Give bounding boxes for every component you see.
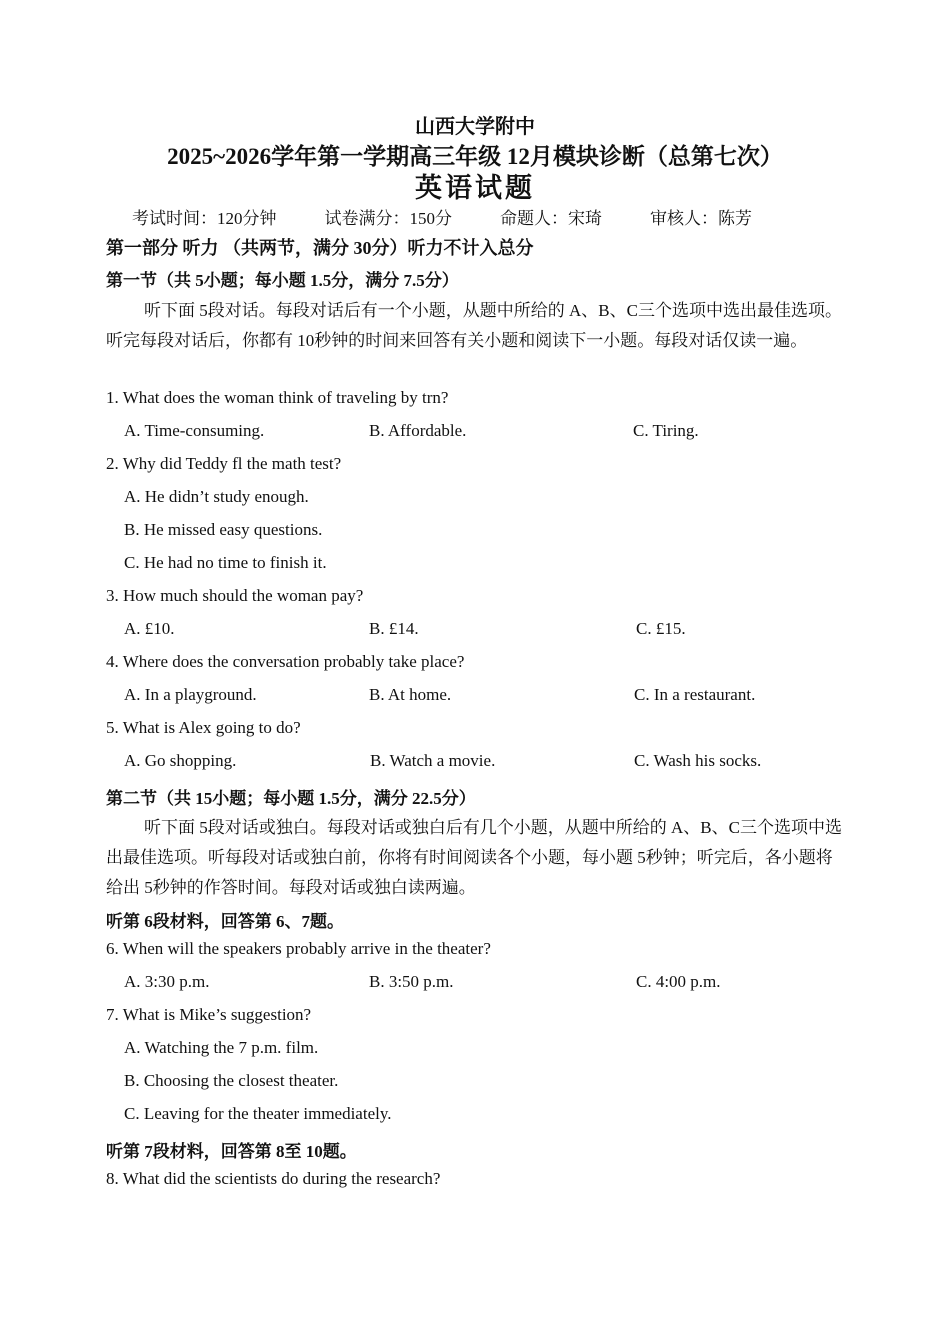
exam-total-score: 试卷满分：150分 xyxy=(324,209,452,228)
exam-title: 2025~2026学年第一学期高三年级 12月模块诊断（总第七次） xyxy=(167,144,783,169)
question-3-stem: 3. How much should the woman pay? xyxy=(106,586,364,605)
section2-instructions: 听下面 5段对话或独白。每段对话或独白后有几个小题，从题中所给的 A、B、C三个选项中选出最佳选项。听每段对话或独白前，你将有时间阅读各个小题，每小题 5秒钟；听完后，各小题将给出 5秒钟的作答时间。每段对话或独白读两遍。 xyxy=(106,818,842,897)
question-1-option-b: B. Affordable. xyxy=(369,421,467,440)
question-1-option-c: C. Tiring. xyxy=(633,421,699,440)
question-6-stem: 6. When will the speakers probably arrive in the theater? xyxy=(106,939,491,958)
question-5-option-c: C. Wash his socks. xyxy=(634,751,762,770)
subject-title: 英语试题 xyxy=(415,173,535,203)
question-7-option-b: B. Choosing the closest theater. xyxy=(124,1071,339,1090)
section2-title: 第二节（共 15小题；每小题 1.5分，满分 22.5分） xyxy=(106,789,476,808)
question-1-stem: 1. What does the woman think of traveling by trn? xyxy=(106,388,449,407)
question-3-option-a: A. £10. xyxy=(124,619,175,638)
question-5-option-a: A. Go shopping. xyxy=(124,751,237,770)
question-3-option-b: B. £14. xyxy=(369,619,419,638)
exam-reviewer: 审核人：陈芳 xyxy=(650,209,752,228)
material-6-heading: 听第 6段材料，回答第 6、7题。 xyxy=(106,912,344,931)
question-7-option-a: A. Watching the 7 p.m. film. xyxy=(124,1038,319,1057)
part1-title: 第一部分 听力 （共两节，满分 30分）听力不计入总分 xyxy=(106,238,534,258)
question-7-stem: 7. What is Mike’s suggestion? xyxy=(106,1005,312,1024)
question-2-option-a: A. He didn’t study enough. xyxy=(124,487,309,506)
question-4-option-b: B. At home. xyxy=(369,685,452,704)
question-7-option-c: C. Leaving for the theater immediately. xyxy=(124,1104,392,1123)
section1-instructions: 听下面 5段对话。每段对话后有一个小题，从题中所给的 A、B、C三个选项中选出最佳选项。听完每段对话后，你都有 10秒钟的时间来回答有关小题和阅读下一小题。每段对话仅读一遍。 xyxy=(106,301,842,350)
question-2-option-b: B. He missed easy questions. xyxy=(124,520,323,539)
question-6-option-c: C. 4:00 p.m. xyxy=(636,972,721,991)
exam-meta xyxy=(132,204,752,229)
material-7-heading: 听第 7段材料，回答第 8至 10题。 xyxy=(106,1142,357,1161)
question-3-option-c: C. £15. xyxy=(636,619,686,638)
question-6-option-b: B. 3:50 p.m. xyxy=(369,972,454,991)
question-8-stem: 8. What did the scientists do during the research? xyxy=(106,1169,441,1188)
question-2-stem: 2. Why did Teddy fl the math test? xyxy=(106,454,342,473)
question-4-option-c: C. In a restaurant. xyxy=(634,685,756,704)
question-1-option-a: A. Time-consuming. xyxy=(124,421,265,440)
question-2-option-c: C. He had no time to finish it. xyxy=(124,553,327,572)
question-4-option-a: A. In a playground. xyxy=(124,685,257,704)
exam-author: 命题人：宋琦 xyxy=(500,209,602,228)
school-name: 山西大学附中 xyxy=(415,116,535,138)
question-5-option-b: B. Watch a movie. xyxy=(370,751,496,770)
question-5-stem: 5. What is Alex going to do? xyxy=(106,718,301,737)
question-6-option-a: A. 3:30 p.m. xyxy=(124,972,210,991)
exam-time: 考试时间：120分钟 xyxy=(132,209,277,228)
question-4-stem: 4. Where does the conversation probably take place? xyxy=(106,652,465,671)
section1-title: 第一节（共 5小题；每小题 1.5分，满分 7.5分） xyxy=(106,271,459,290)
